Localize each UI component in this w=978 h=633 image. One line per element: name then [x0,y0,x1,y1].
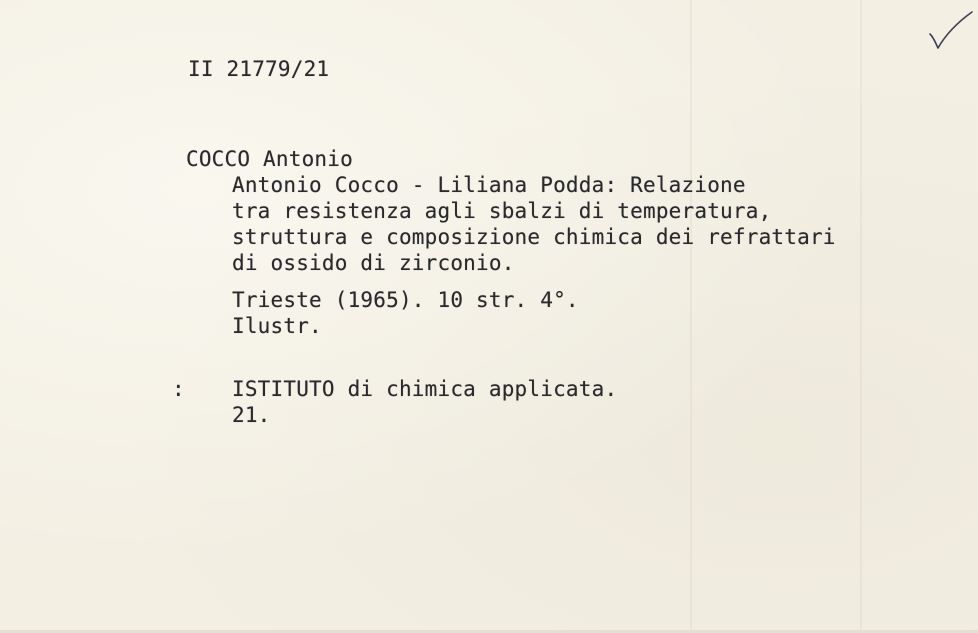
imprint-line-2: Ilustr. [232,314,322,338]
subject-line-1: ISTITUTO di chimica applicata. [232,377,618,401]
title-line-3: struttura e composizione chimica dei refrattari [232,225,836,249]
imprint-line-1: Trieste (1965). 10 str. 4°. [232,288,579,312]
call-number: II 21779/21 [188,57,330,81]
author-heading: COCCO Antonio [186,147,353,171]
subject-line-2: 21. [232,403,271,427]
title-line-2: tra resistenza agli sbalzi di temperatura, [232,199,772,223]
paper-texture-line [860,0,862,633]
title-line-1: Antonio Cocco - Liliana Podda: Relazione [232,173,746,197]
paper-texture-line [690,0,692,633]
title-line-4: di ossido di zirconio. [232,251,515,275]
checkmark-icon [924,8,974,54]
subject-marker: : [172,377,185,401]
